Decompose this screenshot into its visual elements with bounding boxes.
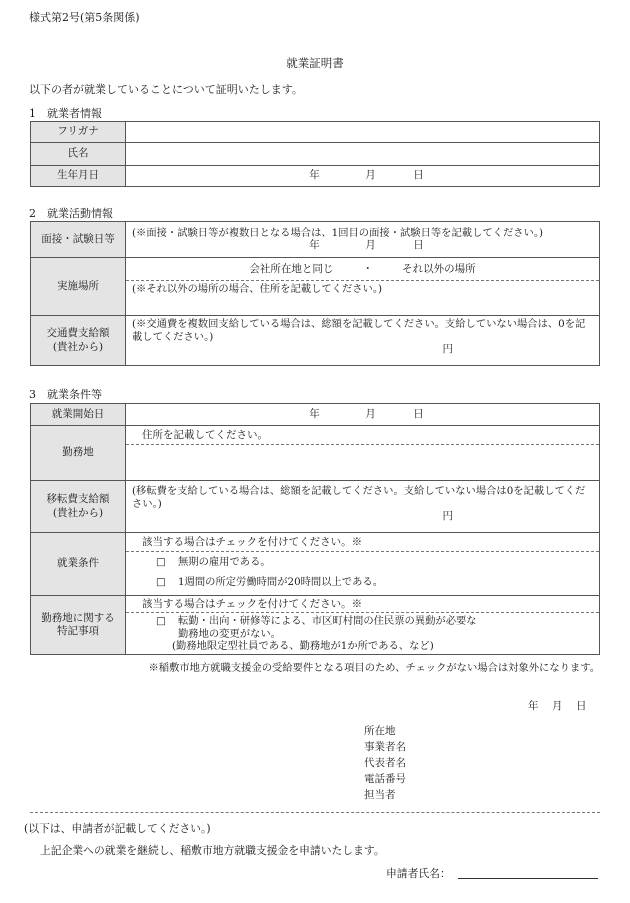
cert-day: 日 [576,700,587,712]
relocation-note: (移転費を支給している場合は、総額を記載してください。支給していない場合は0を記載してください。) [132,485,586,510]
venue-other-option[interactable]: それ以外の場所 [402,263,476,275]
day-unit: 日 [413,239,424,252]
furigana-label: フリガナ [31,122,126,143]
transport-label [31,316,126,366]
year-unit: 年 [309,239,320,252]
interview-date-field[interactable] [126,222,600,258]
condition-hours-text: 1週間の所定労働時間が20時間以上である。 [178,575,383,588]
employment-terms-table [30,403,600,655]
venue-label: 実施場所 [31,258,126,316]
name-field[interactable] [126,143,600,166]
section1-heading: 1 就業者情報 [29,107,102,120]
relocation-label-line2: (貴社から) [52,506,104,519]
activity-info-table [30,221,600,366]
transport-note: (※交通費を複数回支給している場合は、総額を記載してください。支給していない場合は、0を記載してください。) [132,318,586,343]
special-instruction: 該当する場合はチェックを付けてください。※ [126,596,599,613]
intro-text: 以下の者が就業していることについて証明いたします。 [29,83,303,96]
name-label: 氏名 [31,143,126,166]
day-unit: 日 [413,407,424,420]
workplace-field[interactable] [126,426,600,481]
special-item-line1: 転勤・出向・研修等による、市区町村間の住民票の異動が必要な [178,615,477,628]
worker-info-table [30,121,600,187]
start-date-label: 就業開始日 [31,404,126,426]
contact-person-label: 担当者 [364,789,396,801]
workplace-note: 住所を記載してください。 [126,426,599,445]
special-item-line2: 勤務地の変更がない。 [178,627,281,640]
birthdate-label: 生年月日 [31,166,126,187]
special-item-line3: (勤務地限定型社員である、勤務地が1か所である、など) [172,640,434,653]
condition-indefinite[interactable] [126,552,599,569]
year-unit: 年 [309,407,320,420]
year-unit: 年 [309,169,320,182]
special-label-line1: 勤務地に関する [41,611,115,624]
representative-label: 代表者名 [364,757,406,769]
special-notes-field [126,596,600,655]
transport-label-line2: (貴社から) [52,340,104,353]
applicant-separator [30,812,600,813]
applicant-name-field[interactable] [458,878,598,879]
section3-heading: 3 就業条件等 [29,388,102,401]
checkbox-icon[interactable]: □ [156,556,166,569]
venue-separator: ・ [362,263,373,275]
applicant-message: 上記企業への就業を継続し、稲敷市地方就職支援金を申請いたします。 [40,844,385,857]
birthdate-field[interactable] [126,166,600,187]
month-unit: 月 [365,239,376,252]
company-block [364,723,406,803]
applicant-name-label: 申請者氏名： [386,867,451,880]
cert-year: 年 [528,700,539,712]
phone-label: 電話番号 [364,773,406,785]
conditions-instruction: 該当する場合はチェックを付けてください。※ [126,533,599,552]
relocation-label-line1: 移転費支給額 [46,493,110,506]
transport-yen: 円 [442,343,453,356]
special-label-line2: 特記事項 [57,625,99,637]
applicant-note: (以下は、申請者が記載してください。) [24,822,211,835]
transport-label-line1: 交通費支給額 [46,327,110,340]
form-number: 様式第2号(第5条関係) [29,11,140,24]
special-notes-label [31,596,126,655]
relocation-label [31,481,126,533]
day-unit: 日 [413,169,424,182]
company-address-label: 所在地 [364,725,396,737]
checkbox-icon[interactable]: □ [156,615,166,628]
checkbox-icon[interactable]: □ [156,575,166,588]
month-unit: 月 [365,407,376,420]
start-date-field[interactable] [126,404,600,426]
relocation-yen: 円 [442,510,453,523]
interview-note: (※面接・試験日等が複数日となる場合は、1回目の面接・試験日等を記載してください。) [132,226,544,239]
venue-field[interactable] [126,258,600,316]
condition-indefinite-text: 無期の雇用である。 [178,556,271,569]
cert-month: 月 [552,700,563,712]
interview-date-label: 面接・試験日等 [31,222,126,258]
company-name-label: 事業者名 [364,741,406,753]
venue-note: (※それ以外の場所の場合、住所を記載してください。) [126,280,599,296]
special-item[interactable] [126,613,599,653]
conditions-field [126,533,600,596]
month-unit: 月 [365,169,376,182]
conditions-label: 就業条件 [31,533,126,596]
relocation-field[interactable] [126,481,600,533]
document-title: 就業証明書 [286,56,344,70]
venue-same-option[interactable]: 会社所在地と同じ [249,263,334,275]
section2-heading: 2 就業活動情報 [29,207,113,220]
furigana-field[interactable] [126,122,600,143]
workplace-label: 勤務地 [31,426,126,481]
transport-field[interactable] [126,316,600,366]
footnote: ※稲敷市地方就職支援金の受給要件となる項目のため、チェックがない場合は対象外になります。 [148,662,600,674]
condition-hours[interactable] [126,569,599,589]
